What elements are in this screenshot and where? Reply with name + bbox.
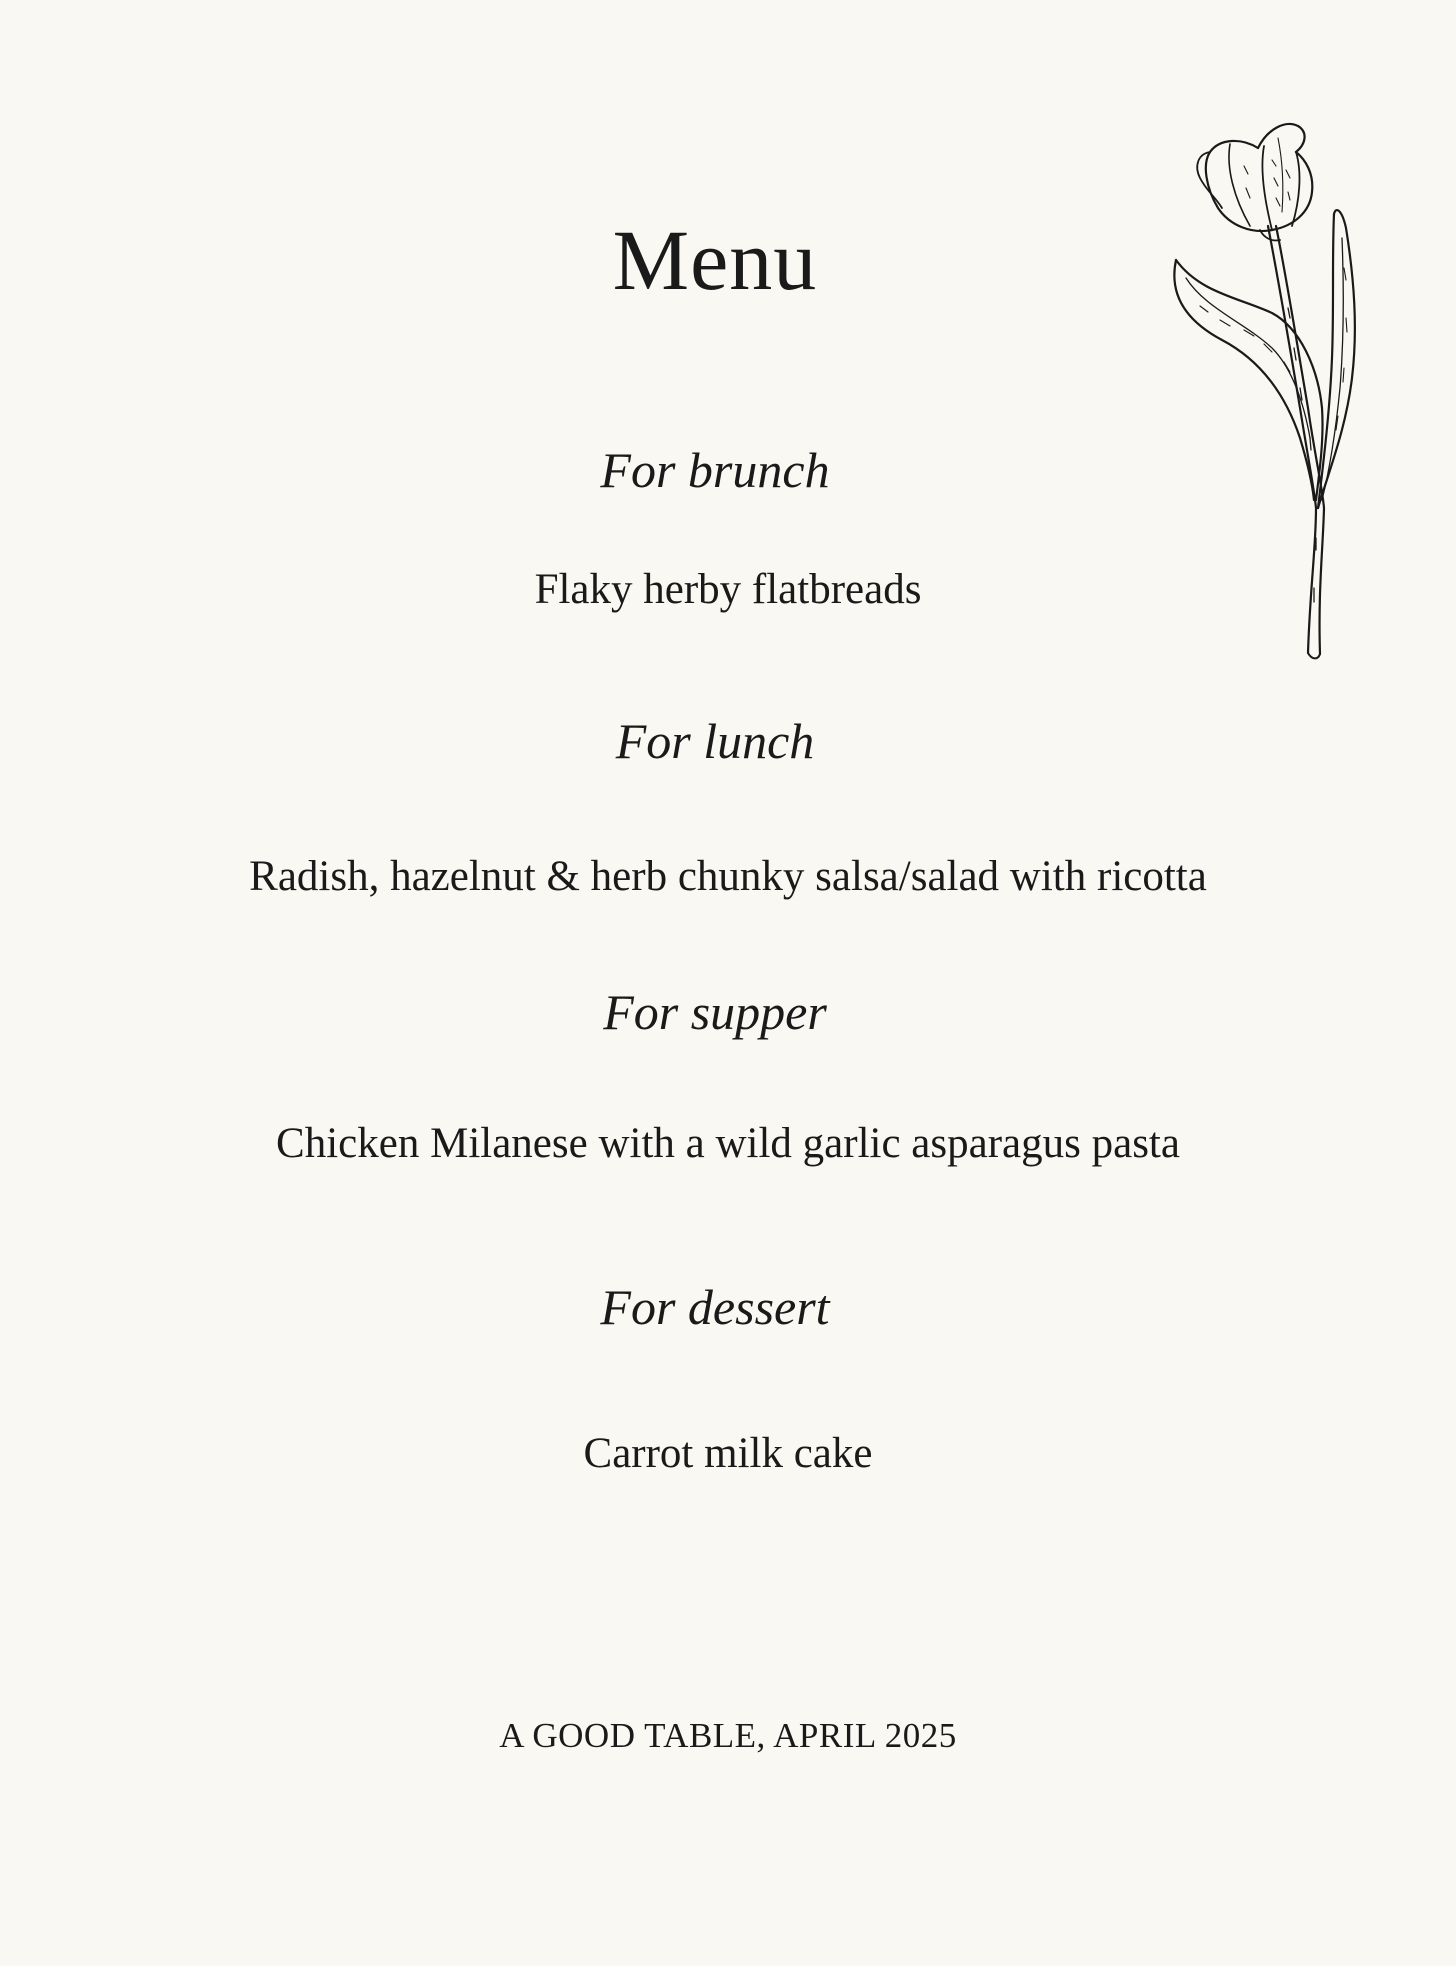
dish-brunch: Flaky herby flatbreads — [534, 566, 922, 613]
menu-title: Menu — [612, 212, 818, 308]
course-heading-lunch: For lunch — [615, 713, 815, 769]
menu-footer: A GOOD TABLE, APRIL 2025 — [499, 1716, 957, 1755]
course-heading-brunch: For brunch — [600, 442, 830, 498]
dish-dessert: Carrot milk cake — [583, 1430, 873, 1477]
dish-supper: Chicken Milanese with a wild garlic asparagus pasta — [276, 1120, 1180, 1167]
dish-lunch: Radish, hazelnut & herb chunky salsa/salad with ricotta — [249, 853, 1207, 900]
course-heading-dessert: For dessert — [600, 1279, 830, 1335]
tulip-icon — [1160, 108, 1380, 668]
course-heading-supper: For supper — [603, 984, 827, 1040]
